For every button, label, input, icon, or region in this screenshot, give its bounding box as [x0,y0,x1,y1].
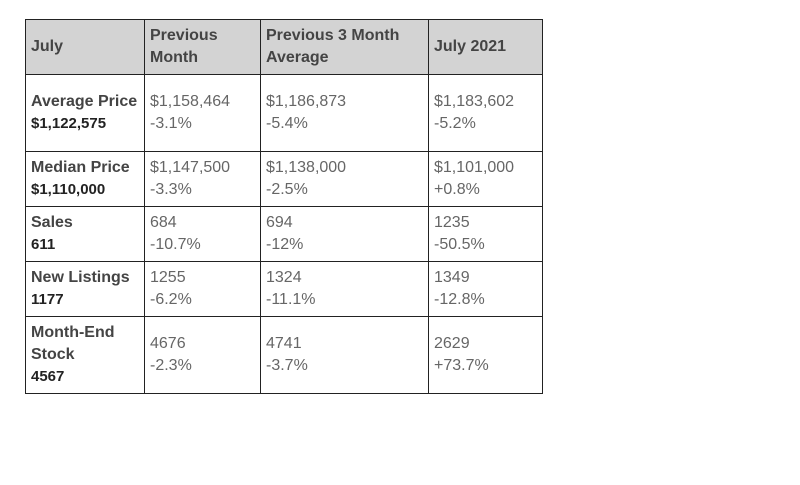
table-cell [145,317,261,394]
table-cell [429,207,543,262]
metric-name: Average Price [31,93,138,110]
cell-change: -12.8% [434,291,485,308]
metric-name: Median Price [31,159,130,176]
cell-amount: 684 [150,214,177,231]
table-row [26,152,543,207]
cell-amount: $1,101,000 [434,159,515,176]
table-cell [429,75,543,152]
table-cell [145,262,261,317]
cell-change: -5.2% [434,115,476,132]
cell-amount: 4676 [150,335,186,352]
row-label-cell [26,75,145,152]
row-label-cell [26,152,145,207]
table-row [26,75,543,152]
cell-change: -12% [266,236,304,253]
table-cell [429,152,543,207]
metric-name: New Listings [31,269,130,286]
cell-amount: 1255 [150,269,186,286]
cell-amount: 1235 [434,214,470,231]
metric-value: 4567 [31,368,65,385]
metric-name: Month-End Stock [31,324,115,363]
cell-change: +0.8% [434,181,480,198]
table-row [26,317,543,394]
cell-change: -6.2% [150,291,192,308]
metric-value: 611 [31,236,56,253]
cell-change: -3.3% [150,181,192,198]
cell-amount: $1,158,464 [150,93,231,110]
cell-change: -10.7% [150,236,201,253]
table-header-row [26,20,543,75]
header-july-2021: July 2021 [429,20,543,75]
header-previous-month: Previous Month [145,20,261,75]
metric-value: $1,122,575 [31,115,107,132]
table-cell [145,207,261,262]
row-label-cell [26,207,145,262]
cell-amount: $1,183,602 [434,93,515,110]
cell-change: -3.7% [266,357,308,374]
cell-amount: 2629 [434,335,470,352]
table-row [26,207,543,262]
metric-value: $1,110,000 [31,181,106,198]
cell-amount: 1349 [434,269,470,286]
cell-change: -2.5% [266,181,308,198]
cell-amount: 1324 [266,269,302,286]
cell-change: -50.5% [434,236,485,253]
table-row [26,262,543,317]
metric-value: 1177 [31,291,64,308]
table-cell [145,152,261,207]
cell-change: -2.3% [150,357,192,374]
cell-amount: $1,138,000 [266,159,347,176]
cell-change: +73.7% [434,357,489,374]
metric-name: Sales [31,214,73,231]
table-cell [261,317,429,394]
table-cell [261,262,429,317]
table-cell [429,317,543,394]
cell-change: -5.4% [266,115,308,132]
cell-change: -11.1% [266,291,316,308]
table-cell [261,75,429,152]
table-cell [145,75,261,152]
cell-amount: $1,186,873 [266,93,347,110]
header-previous-3-month-average: Previous 3 Month Average [261,20,429,75]
cell-change: -3.1% [150,115,192,132]
cell-amount: 4741 [266,335,302,352]
table-cell [261,152,429,207]
table-cell [261,207,429,262]
table-cell [429,262,543,317]
market-stats-table [25,19,543,394]
row-label-cell [26,262,145,317]
cell-amount: 694 [266,214,293,231]
row-label-cell [26,317,145,394]
header-month: July [26,20,145,75]
cell-amount: $1,147,500 [150,159,231,176]
